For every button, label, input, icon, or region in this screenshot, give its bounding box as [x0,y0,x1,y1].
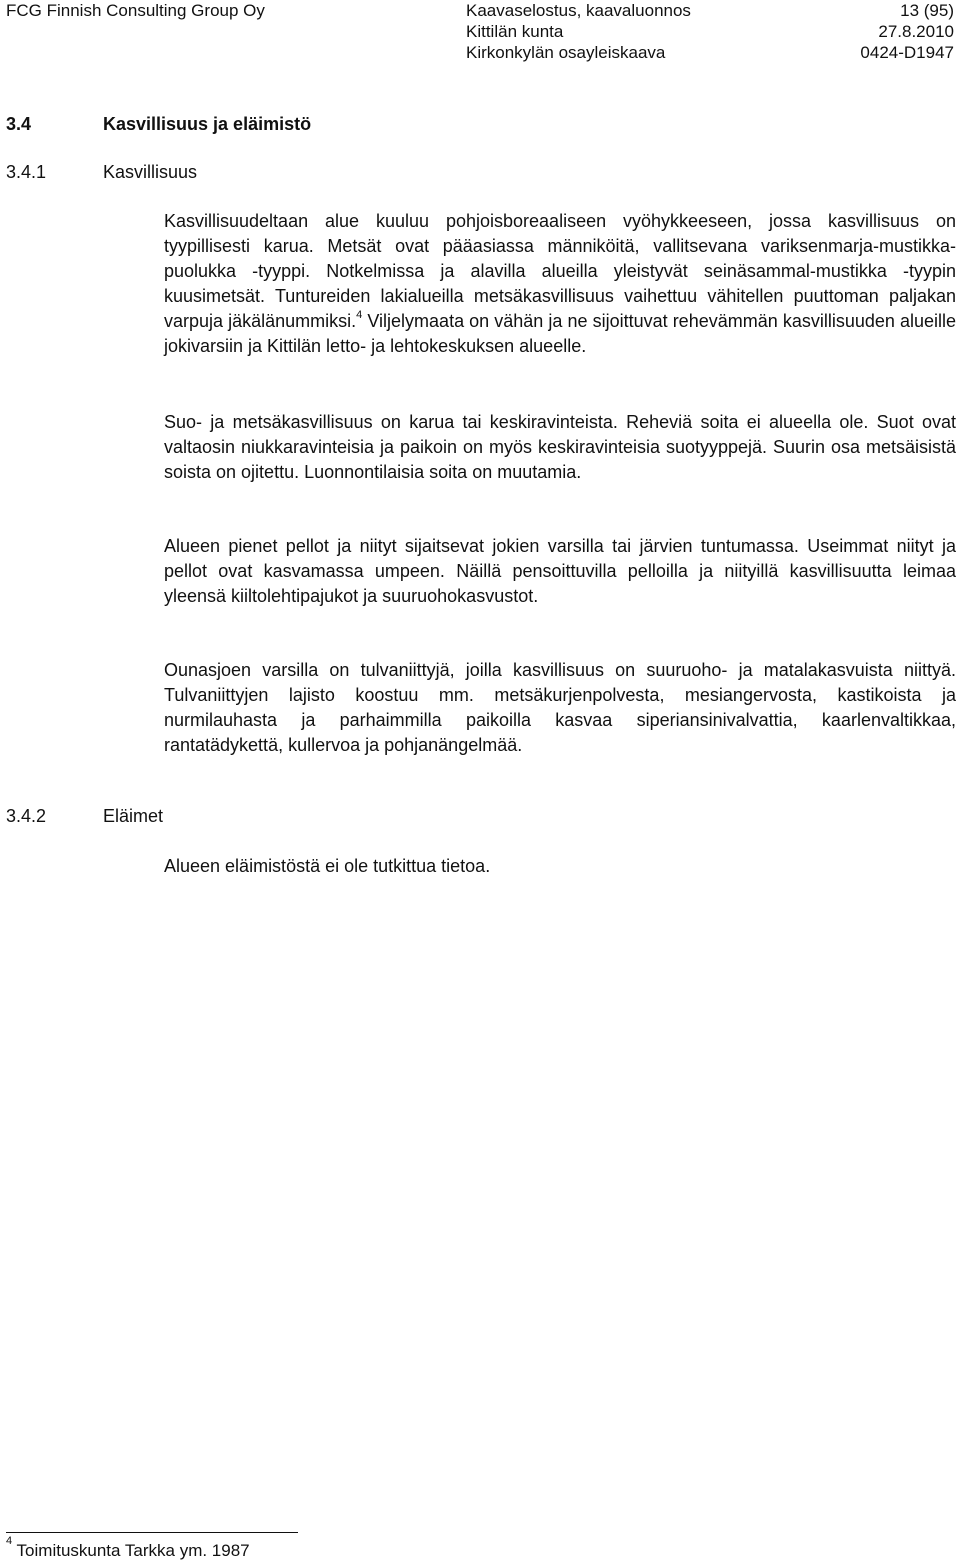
paragraph-fields-meadows: Alueen pienet pellot ja niityt sijaitsevat jokien varsilla tai järvien tuntumassa. Useimmat niityt ja pellot ovat kasvamassa umpeen. Näillä pensoittuvilla pelloilla ja niityillä kasvillisuutta leimaa yleensä kiiltolehtipajukot ja suuruohokasvustot. [164,536,956,606]
header-center [466,0,691,63]
header-right [838,0,954,63]
subsection-title: Kasvillisuus [103,162,198,182]
subsection-heading-animals [6,806,163,827]
section-heading [6,114,311,135]
section-number: 3.4 [6,114,32,134]
footnote-ref: 4 [356,309,363,321]
paragraph-text: Viljelymaata on vähän ja ne sijoittuvat rehevämmän kasvillisuuden alueille jokivarsiin ja Kittilän letto- ja lehtokeskuksen alueelle. [164,311,956,356]
subsection-number: 3.4.1 [6,162,47,182]
header-company: FCG Finnish Consulting Group Oy [6,1,265,20]
section-title: Kasvillisuus ja eläimistö [103,114,312,134]
header-doc-id: 0424-D1947 [860,43,954,62]
header-municipality: Kittilän kunta [466,22,564,41]
footnote-text: Toimituskunta Tarkka ym. 1987 [16,1541,250,1560]
footnote [6,1535,250,1561]
paragraph-text: Kasvillisuudeltaan alue kuuluu pohjoisboreaaliseen vyöhykkeeseen, jossa kasvillisuus on tyypillisesti karua. Metsät ovat pääasiassa männiköitä, vallitsevana variksenmarja-mustikka-puolukka -tyyppi. Notkelmissa ja alavilla alueilla yleistyvät seinäsammal-mustikka -tyypin kuusimetsät. Tuntureiden lakialueilla metsäkasvillisuus vaihettuu vähitellen puuttoman paljakan varpuja jäkälänummiksi. [164,211,956,331]
subsection-number: 3.4.2 [6,806,47,826]
header-date: 27.8.2010 [878,22,954,41]
subsection-heading-vegetation [6,162,197,183]
header-page: 13 (95) [900,1,954,20]
subsection-title: Eläimet [103,806,164,826]
paragraph-bogs: Suo- ja metsäkasvillisuus on karua tai keskiravinteista. Reheviä soita ei alueella ole. Suot ovat valtaosin niukkaravinteisia ja paikoin on myös keskiravinteisia suotyyppejä. Suurin osa metsäisistä soista on ojitettu. Luonnontilaisia soita on muutamia. [164,412,956,482]
paragraph-vegetation-overview [164,209,956,359]
header-plan: Kirkonkylän osayleiskaava [466,43,666,62]
header-doc-type: Kaavaselostus, kaavaluonnos [466,1,691,20]
footnote-divider [6,1532,298,1533]
footnote-number: 4 [6,1535,13,1548]
paragraph-flood-meadows: Ounasjoen varsilla on tulvaniittyjä, joilla kasvillisuus on suuruoho- ja matalakasvuista niittyä. Tulvaniittyjen lajisto koostuu mm. metsäkurjenpolvesta, mesiangervosta, kastikoista ja nurmilauhasta ja parhaimmilla paikoilla kasvaa siperiansinivalvattia, kaarlenvaltikkaa, rantatädykettä, kullervoa ja pohjanängelmää. [164,660,956,755]
paragraph-fauna: Alueen eläimistöstä ei ole tutkittua tietoa. [164,856,491,876]
